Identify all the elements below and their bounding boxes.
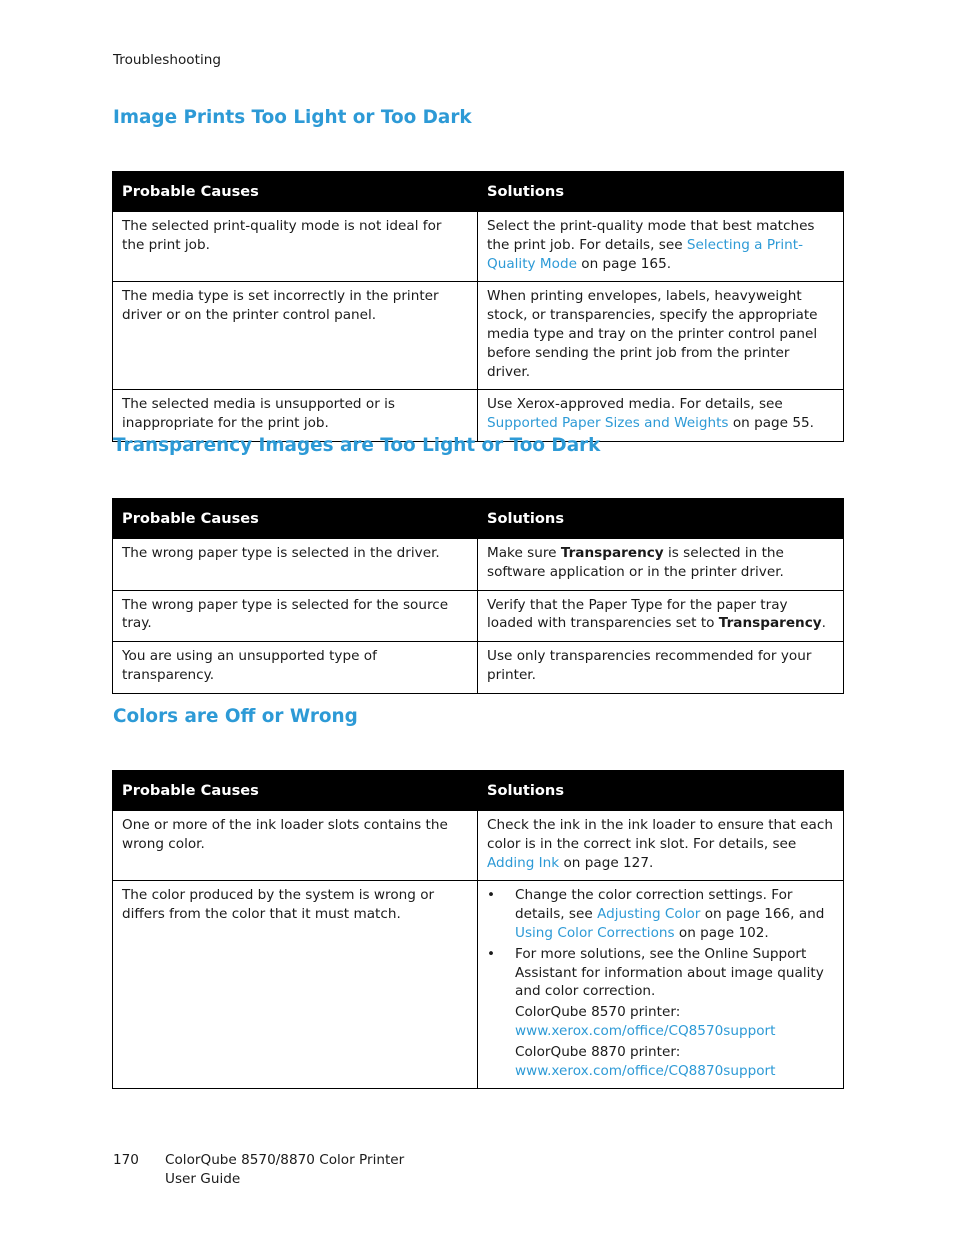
- table-row: [113, 212, 844, 282]
- solution-text: is selected in the software application or in the printer driver.: [487, 545, 784, 580]
- section-title-image-prints: Image Prints Too Light or Too Dark: [113, 107, 472, 128]
- solution-cell: [478, 539, 844, 591]
- solution-cell: When printing envelopes, labels, heavyweight stock, or transparencies, specify the appropriate media type and tray on the printer control panel before sending the print job from the printer driver.: [478, 282, 844, 390]
- solution-text: on page 55.: [728, 415, 814, 432]
- solution-text: Check the ink in the ink loader to ensure that each color is in the correct ink slot. For details, see: [487, 817, 833, 852]
- solution-text: Verify that the Paper Type for the paper tray loaded with transparencies set to: [487, 596, 788, 632]
- solution-text: For more solutions, see the Online Support Assistant for information about image quality and color correction.: [515, 945, 824, 1000]
- solution-text: Use Xerox-approved media. For details, see: [487, 396, 783, 413]
- section-title-colors: Colors are Off or Wrong: [113, 706, 358, 727]
- column-header-solutions: Solutions: [478, 499, 844, 539]
- table-row: [113, 881, 844, 1089]
- cause-cell: The selected print-quality mode is not ideal for the print job.: [113, 212, 478, 282]
- link-using-color-corrections[interactable]: Using Color Corrections: [515, 924, 675, 941]
- cause-cell: One or more of the ink loader slots contains the wrong color.: [113, 811, 478, 881]
- breadcrumb: Troubleshooting: [113, 52, 221, 68]
- cause-cell: The wrong paper type is selected for the source tray.: [113, 590, 478, 642]
- solution-text: on page 127.: [559, 854, 654, 871]
- table-image-prints: [112, 171, 844, 442]
- section-title-transparency: Transparency Images are Too Light or Too Dark: [113, 435, 601, 456]
- link-cq8870-support[interactable]: www.xerox.com/office/CQ8870support: [515, 1062, 776, 1079]
- solution-bullet-list: [487, 886, 834, 1001]
- solution-cell: [478, 212, 844, 282]
- cause-cell: The selected media is unsupported or is inappropriate for the print job.: [113, 390, 478, 442]
- table-row: [113, 590, 844, 642]
- solution-text: on page 166, and: [700, 906, 825, 923]
- column-header-causes: Probable Causes: [113, 172, 478, 212]
- link-adding-ink[interactable]: Adding Ink: [487, 854, 560, 871]
- cause-cell: The color produced by the system is wrong or differs from the color that it must match.: [113, 881, 478, 1089]
- table-row: [113, 390, 844, 442]
- list-item: [487, 886, 834, 942]
- table-row: [113, 811, 844, 881]
- printer-8570-label: ColorQube 8570 printer:: [515, 1004, 681, 1021]
- bold-term: Transparency: [560, 545, 664, 561]
- link-selecting-print-quality-mode[interactable]: Selecting a Print-Quality Mode: [487, 236, 803, 272]
- link-cq8570-support[interactable]: www.xerox.com/office/CQ8570support: [515, 1022, 776, 1039]
- solution-text: Change the color correction settings. For details, see: [515, 887, 793, 923]
- bold-term: Transparency: [718, 615, 822, 632]
- column-header-causes: Probable Causes: [113, 499, 478, 539]
- table-header-row: [113, 499, 844, 539]
- footer-guide-name: User Guide: [165, 1171, 241, 1187]
- solution-cell: [478, 590, 844, 642]
- solution-text: on page 165.: [576, 255, 672, 272]
- footer-product: [165, 1151, 404, 1189]
- table-row: [113, 539, 844, 591]
- table-row: [113, 642, 844, 694]
- solution-cell: [478, 881, 844, 1089]
- solution-cell: [478, 390, 844, 442]
- column-header-causes: Probable Causes: [113, 771, 478, 811]
- link-supported-paper-sizes[interactable]: Supported Paper Sizes and Weights: [487, 415, 729, 432]
- table-header-row: [113, 172, 844, 212]
- solution-cell: Use only transparencies recommended for your printer.: [478, 642, 844, 694]
- column-header-solutions: Solutions: [478, 771, 844, 811]
- solution-text: Select the print-quality mode that best matches the print job. For details, see: [487, 218, 815, 253]
- solution-text: .: [821, 615, 826, 632]
- link-adjusting-color[interactable]: Adjusting Color: [597, 906, 701, 923]
- cause-cell: The wrong paper type is selected in the driver.: [113, 539, 478, 591]
- solution-text: Make sure: [487, 545, 561, 561]
- footer-product-name: ColorQube 8570/8870 Color Printer: [165, 1152, 405, 1168]
- column-header-solutions: Solutions: [478, 172, 844, 212]
- solution-cell: [478, 811, 844, 881]
- page-number: 170: [113, 1152, 139, 1168]
- list-item: [487, 945, 834, 1001]
- printer-8870-label: ColorQube 8870 printer:: [515, 1043, 681, 1060]
- cause-cell: You are using an unsupported type of transparency.: [113, 642, 478, 694]
- solution-text: on page 102.: [674, 924, 769, 941]
- table-header-row: [113, 771, 844, 811]
- table-row: [113, 282, 844, 390]
- table-colors: [112, 770, 844, 1089]
- cause-cell: The media type is set incorrectly in the printer driver or on the printer control panel.: [113, 282, 478, 390]
- table-transparency: [112, 498, 844, 694]
